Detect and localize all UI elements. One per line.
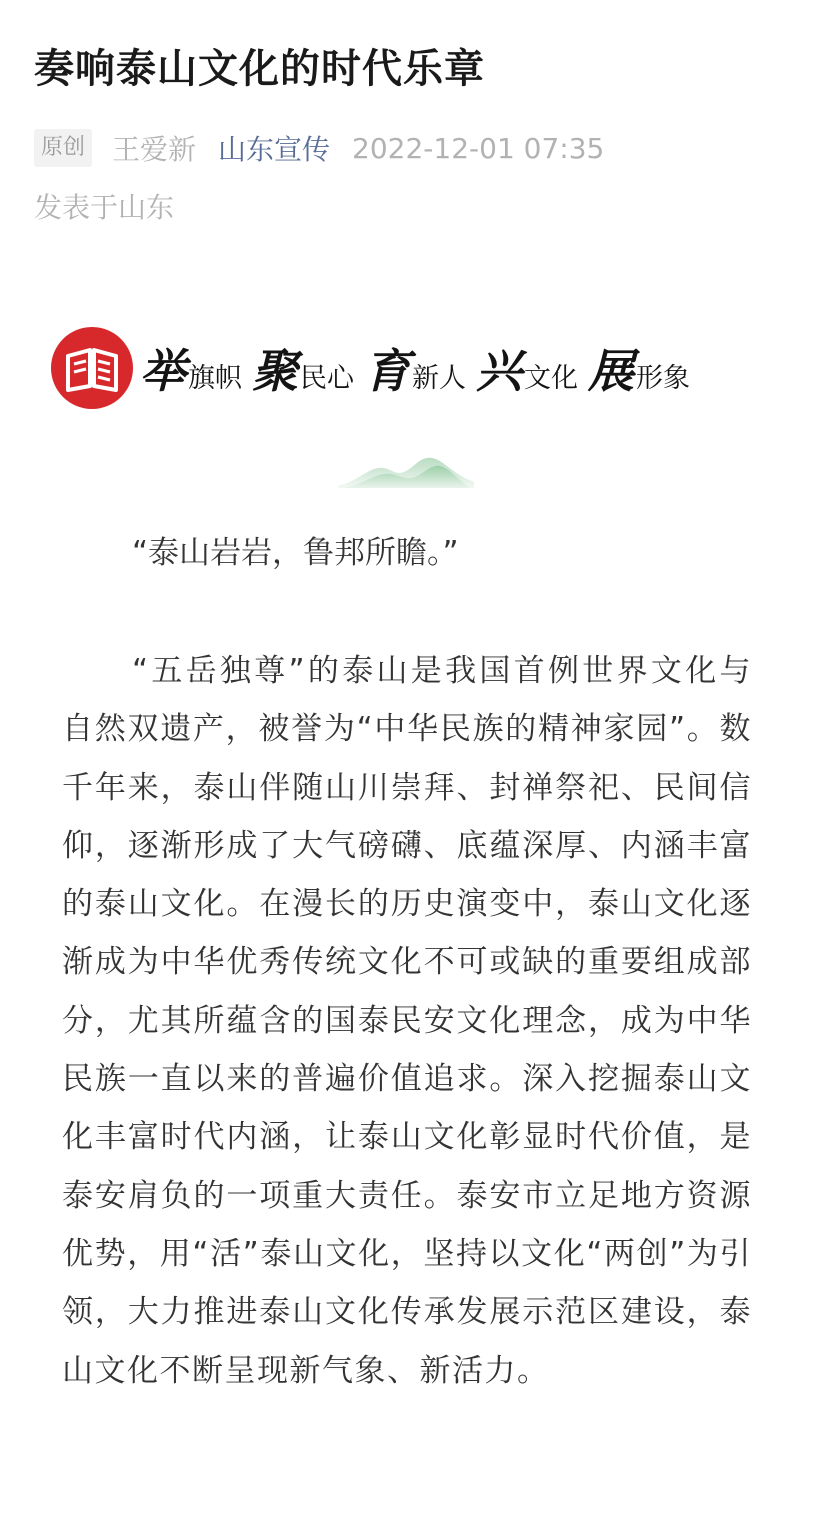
slogan-item [140,335,242,401]
slogan-small-text: 形象 [636,363,690,394]
article-title: 奏响泰山文化的时代乐章 [34,46,485,92]
slogan-big-char: 育 [364,344,410,398]
slogan-item [476,335,578,401]
opening-quote: “泰山岩岩，鲁邦所瞻。” [132,535,459,571]
author-name: 王爱新 [112,133,197,166]
slogan-big-char: 举 [140,344,186,398]
book-emblem-icon [50,326,134,410]
original-badge: 原创 [34,129,92,167]
slogan-big-char: 兴 [476,344,522,398]
slogan-big-char: 展 [588,344,634,398]
publish-time: 2022-12-01 07:35 [352,131,605,165]
publish-location: 发表于山东 [34,191,175,224]
body-paragraph: “五岳独尊”的泰山是我国首例世界文化与自然双遗产，被誉为“中华民族的精神家园”。数千年来，泰山伴随山川崇拜、封禅祭祀、民间信仰，逐渐形成了大气磅礴、底蕴深厚、内涵丰富的泰山文化。在漫长的历史演变中，泰山文化逐渐成为中华优秀传统文化不可或缺的重要组成部分，尤其所蕴含的国泰民安文化理念，成为中华民族一直以来的普遍价值追求。深入挖掘泰山文化丰富时代内涵，让泰山文化彰显时代价值，是泰安肩负的一项重大责任。泰安市立足地方资源优势，用“活”泰山文化，坚持以文化“两创”为引领，大力推进泰山文化传承发展示范区建设，泰山文化不断呈现新气象、新活力。 [62,653,752,1389]
slogan-small-text: 新人 [412,363,466,394]
account-link[interactable]: 山东宣传 [218,133,331,166]
slogan-big-char: 聚 [252,344,298,398]
slogan-small-text: 文化 [524,363,578,394]
slogan-small-text: 旗帜 [188,363,242,394]
slogan-banner [50,322,770,414]
slogan-small-text: 民心 [300,363,354,394]
slogan-text [140,335,700,401]
slogan-item [252,335,354,401]
article-meta [34,128,604,168]
slogan-item [588,335,690,401]
slogan-item [364,335,466,401]
mountain-ornament-icon [338,452,474,488]
